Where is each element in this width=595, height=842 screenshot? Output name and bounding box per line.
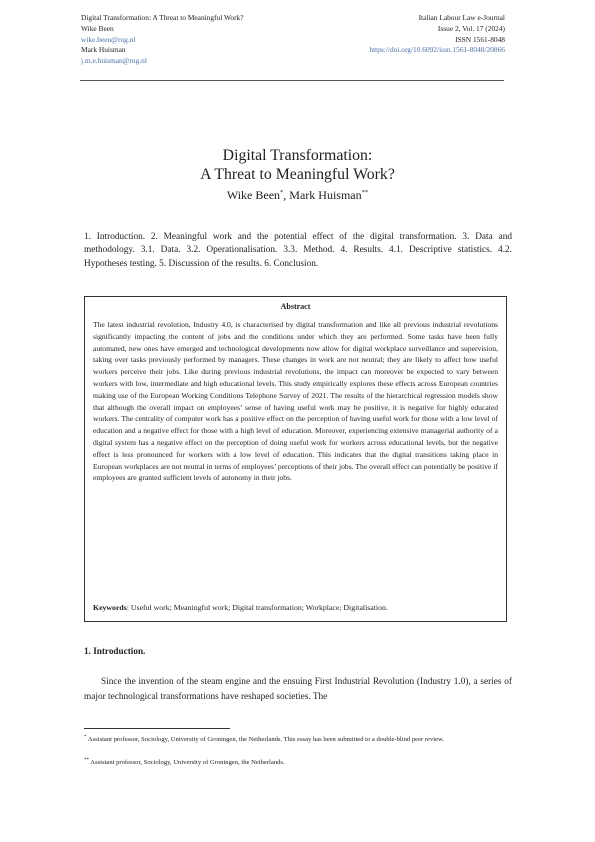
abstract-box — [84, 296, 507, 622]
author1-email-link[interactable]: wike.been@rug.nl — [81, 34, 136, 44]
table-of-contents: 1. Introduction. 2. Meaningful work and the potential effect of the digital transformation. 3. Data and methodology. 3.1. Data. 3.2. Operationalisation. 3.3. Method. 4. Results. 4.1. Descriptive statistics. 4.2. Hypotheses testing. 5. Discussion of the results. 6. Conclusion. — [84, 232, 512, 269]
journal-name: Italian Labour Law e-Journal — [418, 13, 505, 22]
body-paragraph: Since the invention of the steam engine and the ensuing First Industrial Revolution (Industry 1.0), a series of major technological transformations have reshaped societies. The — [84, 677, 512, 703]
keywords-list: : Useful work; Meaningful work; Digital transformation; Workplace; Digitalisation. — [126, 603, 388, 612]
keywords — [93, 602, 498, 613]
footnote-marker[interactable]: ** — [361, 189, 369, 196]
author2-email-link[interactable]: j.m.e.huisman@rug.nl — [81, 56, 147, 66]
footnote-text: Assistant professor, Sociology, University of Groningen, the Netherlands. This essay has been submitted to a double-blind peer review. — [86, 736, 444, 743]
running-header-left — [81, 13, 244, 67]
keywords-label: Keywords — [93, 603, 127, 612]
abstract-text: The latest industrial revolution, Industry 4.0, is characterised by digital transformation and like all previous industrial revolutions significantly impacting the content of jobs and the conditions under which they are performed. Some tasks have been fully automated, new ones have emerged and technological developments now allow for digital workplace surveillance and supervision, taking over tasks previously performed by managers. These changes in work are not neutral; they are likely to affect how useful workers perceive their jobs. Like during previous industrial revolutions, the impact can moreover be expected to vary between workers with low, intermediate and high educational levels. This study empirically explores these effects across European countries making use of the European Working Conditions Telephone Survey of 2021. The results of the hierarchical regression models show that although the overall impact on employees’ sense of having useful work may be positive, it is negative for highly educated workers. The centrality of computer work has a positive effect on the perception of having useful work for those with a low level of education and a negative effect for those with a high level of education. Moreover, experiencing extensive managerial authority of a digital system has a negative effect on the perception of doing useful work for workers across educational levels, but the negative effect is less pronounced for workers with a low level of education. This indicates that the digital transitions taking place in European workplaces are not neutral in terms of employees’ perceptions of their jobs. The overall effect can potentially be positive if employees are granted sufficient levels of autonomy in their jobs. — [93, 320, 498, 483]
section-heading: 1. Introduction. — [84, 646, 146, 656]
author-line — [0, 186, 595, 202]
footnote — [84, 756, 516, 768]
footnote-divider — [84, 728, 230, 729]
author-separator: , — [283, 188, 290, 202]
paper-title — [0, 146, 595, 184]
doi-link[interactable]: https://doi.org/10.6092/issn.1561-8048/20866 — [369, 45, 505, 55]
author-name: Mark Huisman — [289, 188, 362, 202]
footnote — [84, 733, 516, 745]
journal-issue: Issue 2, Vol. 17 (2024) — [437, 23, 505, 33]
footnote-mark: * — [84, 735, 87, 740]
footnote-mark: ** — [84, 758, 89, 763]
footnote-text: Assistant professor, Sociology, University of Groningen, the Netherlands. — [89, 759, 285, 766]
title-line-1: Digital Transformation: — [222, 147, 373, 164]
abstract-heading: Abstract — [280, 302, 311, 311]
running-title: Digital Transformation: A Threat to Meaningful Work? — [81, 13, 244, 22]
title-line-2: A Threat to Meaningful Work? — [200, 166, 395, 183]
footnote-marker[interactable]: * — [280, 189, 284, 196]
running-header-right — [369, 13, 505, 56]
journal-issn: ISSN 1561-8048 — [455, 34, 505, 44]
header-author1: Wike Been — [81, 23, 114, 33]
header-author2: Mark Huisman — [81, 45, 126, 55]
header-divider — [80, 80, 504, 81]
author-name: Wike Been — [226, 188, 281, 202]
